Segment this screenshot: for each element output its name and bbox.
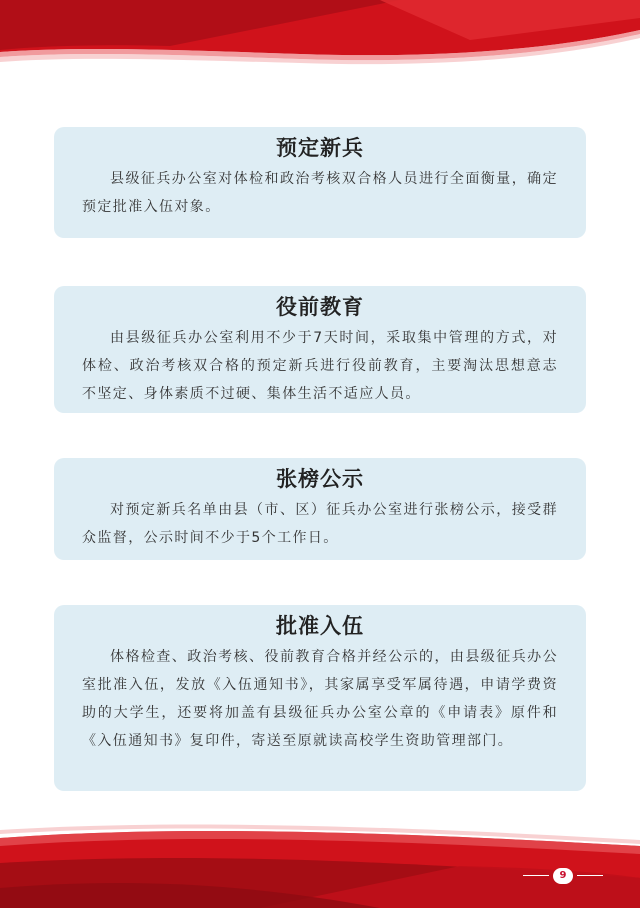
page-number-line-left <box>523 875 549 876</box>
section-title: 张榜公示 <box>276 467 364 491</box>
section-body: 县级征兵办公室对体检和政治考核双合格人员进行全面衡量，确定预定批准入伍对象。 <box>82 171 558 215</box>
section-body: 对预定新兵名单由县（市、区）征兵办公室进行张榜公示，接受群众监督，公示时间不少于5个工作日。 <box>82 502 558 546</box>
section-body: 由县级征兵办公室利用不少于7天时间，采取集中管理的方式，对体检、政治考核双合格的预定新兵进行役前教育，主要淘汰思想意志不坚定、身体素质不过硬、集体生活不适应人员。 <box>82 330 558 402</box>
section-title: 批准入伍 <box>276 614 364 638</box>
section-card-1 <box>54 127 586 238</box>
top-red-banner <box>0 0 640 75</box>
section-title: 役前教育 <box>276 295 364 319</box>
section-title: 预定新兵 <box>276 136 364 160</box>
page-number <box>553 868 573 884</box>
section-card-3 <box>54 458 586 560</box>
section-card-2 <box>54 286 586 413</box>
section-card-4 <box>54 605 586 791</box>
page-number-value: 9 <box>559 870 567 881</box>
bottom-red-banner <box>0 808 640 908</box>
page-number-line-right <box>577 875 603 876</box>
section-body: 体格检查、政治考核、役前教育合格并经公示的，由县级征兵办公室批准入伍，发放《入伍通知书》，其家属享受军属待遇，申请学费资助的大学生，还要将加盖有县级征兵办公室公章的《申请表》原件和《入伍通知书》复印件，寄送至原就读高校学生资助管理部门。 <box>82 649 558 749</box>
